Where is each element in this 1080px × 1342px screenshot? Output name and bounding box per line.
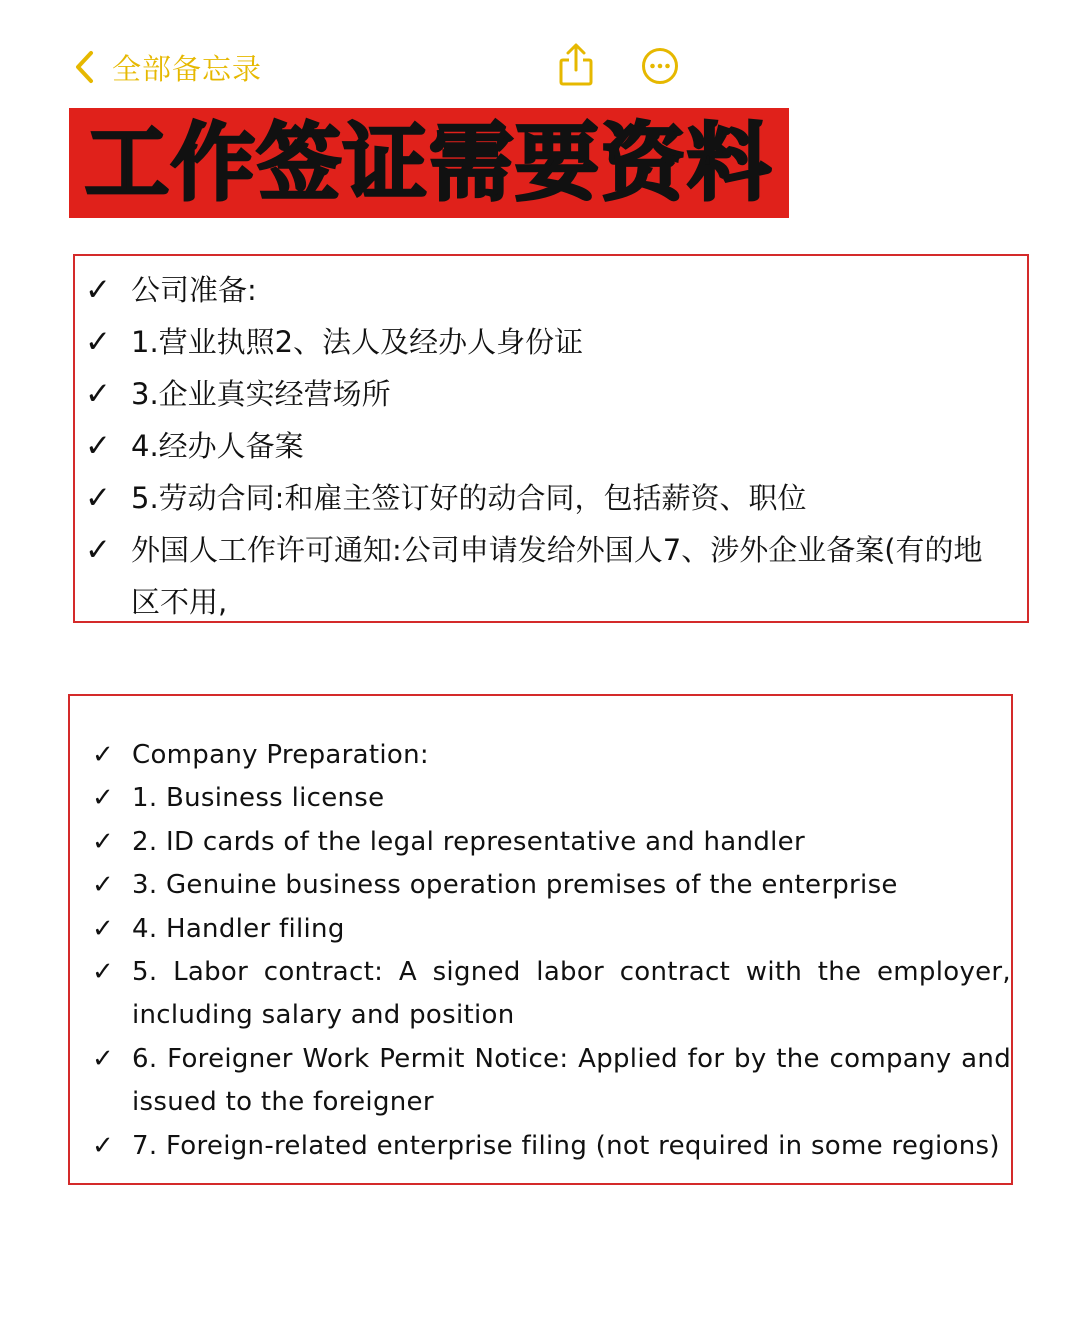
checklist-item xyxy=(85,368,1013,420)
title-banner xyxy=(69,108,789,218)
checklist-item xyxy=(92,821,1011,864)
checklist-item xyxy=(85,316,1013,368)
checklist-item xyxy=(85,524,1013,628)
check-icon: ✓ xyxy=(85,272,111,308)
checklist-item xyxy=(92,951,1011,1038)
share-icon xyxy=(556,73,596,92)
check-icon: ✓ xyxy=(85,480,111,516)
check-icon: ✓ xyxy=(85,428,111,464)
checklist-item xyxy=(92,777,1011,820)
check-icon: ✓ xyxy=(92,913,114,944)
check-icon: ✓ xyxy=(92,1043,114,1074)
checklist-item-text: 2. ID cards of the legal representative and handler xyxy=(132,826,805,857)
check-icon: ✓ xyxy=(92,957,114,988)
checklist-item-text: 外国人工作许可通知:公司申请发给外国人7、涉外企业备案(有的地区不用, xyxy=(131,533,983,619)
nav-bar xyxy=(0,0,1080,110)
chevron-left-icon xyxy=(74,50,94,84)
check-icon: ✓ xyxy=(85,532,111,568)
checklist-item-text: 5. Labor contract: A signed labor contract with the employer, including salary and position xyxy=(132,957,1011,1031)
checklist-item xyxy=(85,472,1013,524)
back-label: 全部备忘录 xyxy=(112,51,263,86)
back-button[interactable] xyxy=(74,44,262,90)
share-button[interactable] xyxy=(556,42,596,92)
checklist-item xyxy=(92,864,1011,907)
checklist-item-text: 1. Business license xyxy=(132,783,385,814)
checklist-item-text: 4. Handler filing xyxy=(132,913,345,944)
check-icon: ✓ xyxy=(92,783,114,814)
check-icon: ✓ xyxy=(92,826,114,857)
checklist-item xyxy=(92,1125,1011,1168)
checklist-item xyxy=(92,734,1011,777)
check-icon: ✓ xyxy=(92,870,114,901)
checklist-item-text: 3. Genuine business operation premises of the enterprise xyxy=(132,870,898,901)
check-icon: ✓ xyxy=(85,376,111,412)
checklist-item xyxy=(92,908,1011,951)
checklist-item-text: 4.经办人备案 xyxy=(131,429,304,463)
more-button[interactable] xyxy=(640,42,680,92)
checklist-item-text: 1.营业执照2、法人及经办人身份证 xyxy=(131,325,584,359)
checklist-item-text: 公司准备: xyxy=(131,273,257,307)
check-icon: ✓ xyxy=(85,324,111,360)
note-title: 工作签证需要资料 xyxy=(84,114,773,212)
checklist-item-text: 7. Foreign-related enterprise filing (not required in some regions) xyxy=(132,1130,1000,1161)
check-icon: ✓ xyxy=(92,740,114,770)
checklist-item xyxy=(85,264,1013,316)
checklist-item-text: 5.劳动合同:和雇主签订好的动合同，包括薪资、职位 xyxy=(131,481,807,515)
checklist-cn xyxy=(73,254,1029,623)
checklist-item-text: 6. Foreigner Work Permit Notice: Applied for by the company and issued to the foreigner xyxy=(132,1043,1011,1118)
checklist-item xyxy=(85,420,1013,472)
check-icon: ✓ xyxy=(92,1130,114,1161)
checklist-en xyxy=(68,694,1013,1185)
checklist-item-text: 3.企业真实经营场所 xyxy=(131,377,391,411)
checklist-item xyxy=(92,1038,1011,1125)
checklist-item-text: Company Preparation: xyxy=(132,740,429,770)
more-icon xyxy=(640,73,680,92)
